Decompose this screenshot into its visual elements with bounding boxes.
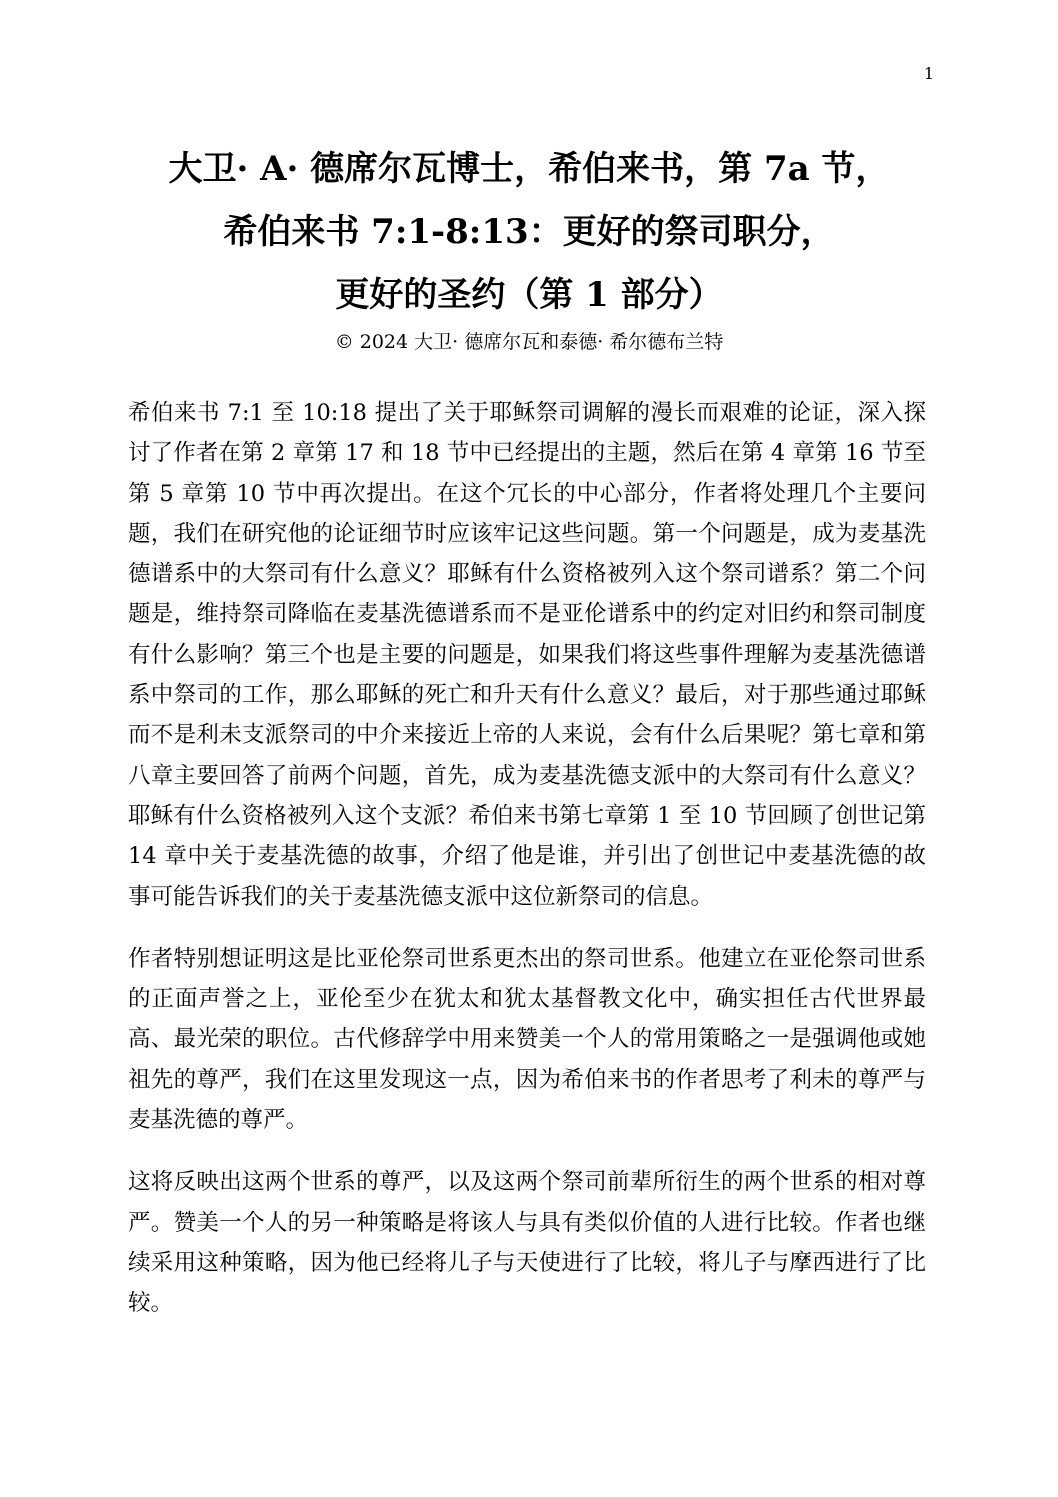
title-line-1: 大卫· A· 德席尔瓦博士，希伯来书，第 7a 节， [168, 149, 890, 189]
page-number: 1 [923, 64, 934, 83]
paragraph-2: 作者特别想证明这是比亚伦祭司世系更杰出的祭司世系。他建立在亚伦祭司世系的正面声誉之上，亚伦至少在犹太和犹太基督教文化中，确实担任古代世界最高、最光荣的职位。古代修辞学中用来赞美一个人的常用策略之一是强调他或她祖先的尊严，我们在这里发现这一点，因为希伯来书的作者思考了利未的尊严与麦基洗德的尊严。 [128, 945, 926, 1134]
copyright-notice: © 2024 大卫· 德席尔瓦和泰德· 希尔德布兰特 [334, 331, 724, 353]
document-body [128, 393, 926, 1346]
title-line-3: 更好的圣约（第 1 部分） [335, 275, 723, 315]
paragraph-3: 这将反映出这两个世系的尊严，以及这两个祭司前辈所衍生的两个世系的相对尊严。赞美一个人的另一种策略是将该人与具有类似价值的人进行比较。作者也继续采用这种策略，因为他已经将儿子与天使进行了比较，将儿子与摩西进行了比较。 [128, 1169, 926, 1317]
paragraph-1: 希伯来书 7:1 至 10:18 提出了关于耶稣祭司调解的漫长而艰难的论证，深入探讨了作者在第 2 章第 17 和 18 节中已经提出的主题，然后在第 4 章第 16 节至第 5 章第 10 节中再次提出。在这个冗长的中心部分，作者将处理几个主要问题，我们在研究他的论证细节时应该牢记这些问题。第一个问题是，成为麦基洗德谱系中的大祭司有什么意义？耶稣有什么资格被列入这个祭司谱系？第二个问题是，维持祭司降临在麦基洗德谱系而不是亚伦谱系中的约定对旧约和祭司制度有什么影响？第三个也是主要的问题是，如果我们将这些事件理解为麦基洗德谱系中祭司的工作，那么耶稣的死亡和升天有什么意义？最后，对于那些通过耶稣而不是利未支派祭司的中介来接近上帝的人来说，会有什么后果呢？第七章和第八章主要回答了前两个问题，首先，成为麦基洗德支派中的大祭司有什么意义？耶稣有什么资格被列入这个支派？希伯来书第七章第 1 至 10 节回顾了创世记第 14 章中关于麦基洗德的故事，介绍了他是谁，并引出了创世记中麦基洗德的故事可能告诉我们的关于麦基洗德支派中这位新祭司的信息。 [128, 400, 926, 910]
document-title [60, 138, 998, 327]
title-line-2: 希伯来书 7:1-8:13：更好的祭司职分， [223, 212, 835, 252]
